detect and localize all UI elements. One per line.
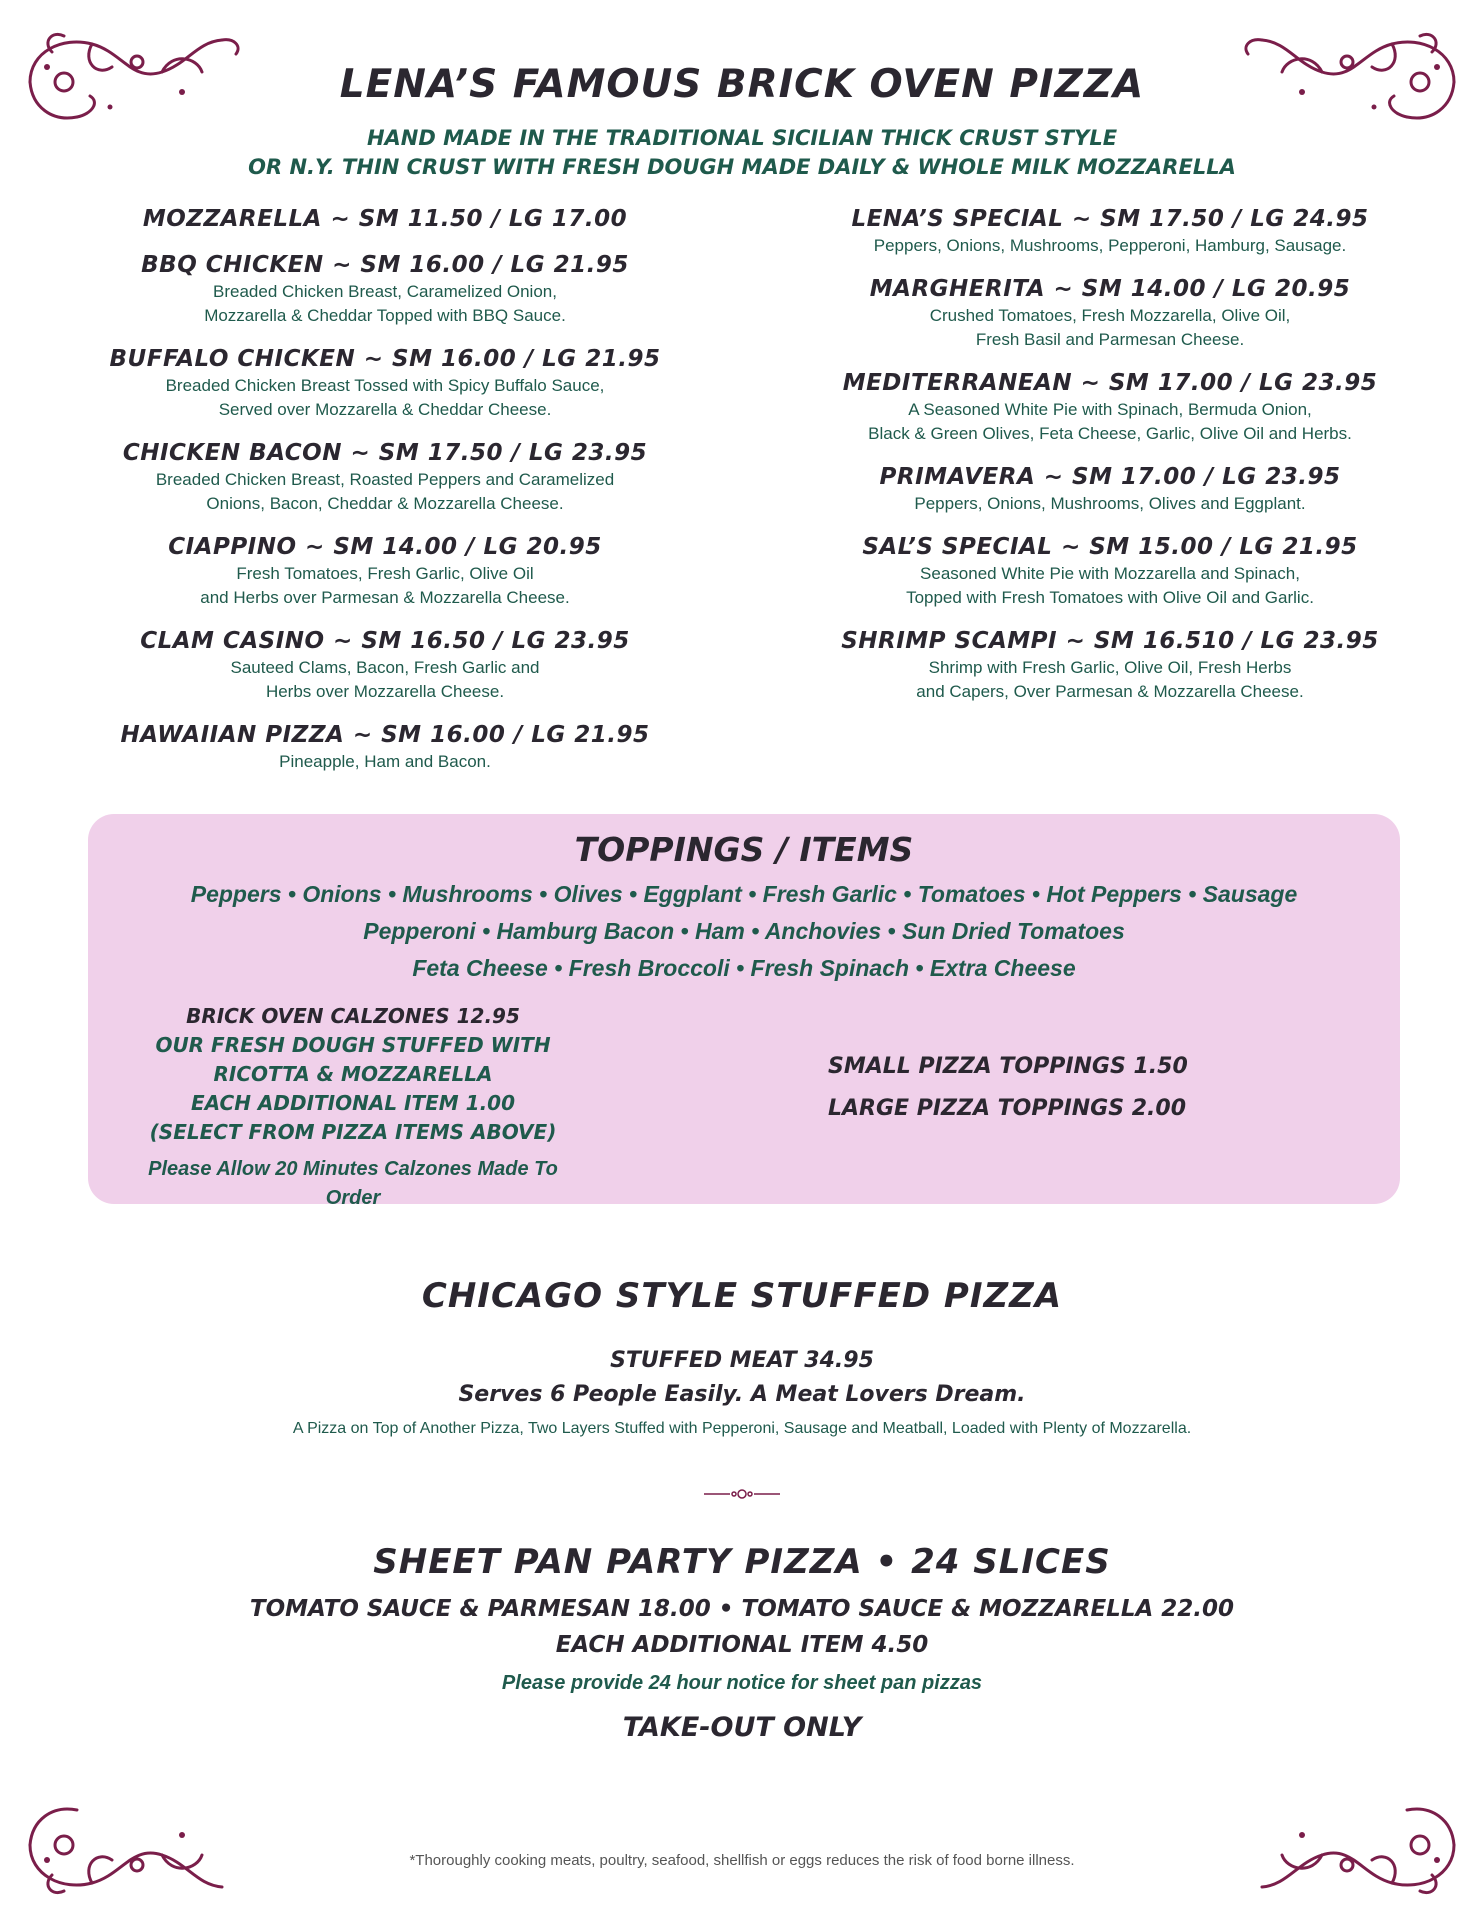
calzone-line: OUR FRESH DOUGH STUFFED WITH [155,1033,551,1057]
footer-disclaimer: *Thoroughly cooking meats, poultry, seafood, shellfish or eggs reduces the risk of food borne illness. [409,1852,1075,1869]
calzone-note: Please Allow 20 Minutes Calzones Made To Order [148,1158,558,1209]
menu-item [100,204,670,234]
sheet-pan-prices: TOMATO SAUCE & PARMESAN 18.00 • TOMATO SAUCE & MOZZARELLA 22.00 [249,1596,1235,1622]
corner-flourish-icon [22,1795,252,1905]
menu-item-name: MARGHERITA ~ SM 14.00 / LG 20.95 [869,276,1351,302]
chicago-item: STUFFED MEAT 34.95 [610,1348,874,1373]
menu-item-description: Fresh Tomatoes, Fresh Garlic, Olive Oil and Herbs over Parmesan & Mozzarella Cheese. [200,564,570,607]
menu-item-description: Peppers, Onions, Mushrooms, Olives and Eggplant. [914,494,1306,513]
pizza-toppings-prices [828,1046,1208,1130]
menu-item-name: CLAM CASINO ~ SM 16.50 / LG 23.95 [140,628,630,654]
menu-item [100,720,670,774]
page-title: LENA’S FAMOUS BRICK OVEN PIZZA [339,62,1145,107]
toppings-panel [88,814,1400,1209]
menu-item-name: LENA’S SPECIAL ~ SM 17.50 / LG 24.95 [851,206,1369,232]
menu-item-description: Breaded Chicken Breast, Roasted Peppers and Caramelized Onions, Bacon, Cheddar & Mozzarella Cheese. [155,470,615,513]
menu-item [820,368,1400,446]
toppings-list [88,876,1400,987]
menu-item-name: BBQ CHICKEN ~ SM 16.00 / LG 21.95 [141,252,629,278]
menu-item-name: CIAPPINO ~ SM 14.00 / LG 20.95 [168,534,602,560]
calzone-line: EACH ADDITIONAL ITEM 1.00 [191,1091,515,1115]
subtitle-line: OR N.Y. THIN CRUST WITH FRESH DOUGH MADE DAILY & WHOLE MILK MOZZARELLA [248,155,1236,179]
menu-item-name: SAL’S SPECIAL ~ SM 15.00 / LG 21.95 [862,534,1358,560]
chicago-title: CHICAGO STYLE STUFFED PIZZA [421,1276,1063,1316]
menu-item-name: PRIMAVERA ~ SM 17.00 / LG 23.95 [879,464,1341,490]
toppings-title: TOPPINGS / ITEMS [574,830,914,869]
menu-item [100,532,670,610]
toppings-line: Feta Cheese • Fresh Broccoli • Fresh Spinach • Extra Cheese [412,955,1076,981]
menu-item [100,438,670,516]
toppings-line: Pepperoni • Hamburg Bacon • Ham • Anchovies • Sun Dried Tomatoes [363,918,1125,944]
menu-item [820,462,1400,516]
menu-item-name: MOZZARELLA ~ SM 11.50 / LG 17.00 [142,206,628,232]
chicago-description: A Pizza on Top of Another Pizza, Two Layers Stuffed with Pepperoni, Sausage and Meatball, Loaded with Plenty of Mozzarella. [292,1420,1192,1437]
small-toppings-price: SMALL PIZZA TOPPINGS 1.50 [828,1054,1188,1079]
menu-item [100,626,670,704]
menu-item [100,250,670,328]
menu-item-name: SHRIMP SCAMPI ~ SM 16.510 / LG 23.95 [841,628,1379,654]
menu-item [100,344,670,422]
menu-item-description: Crushed Tomatoes, Fresh Mozzarella, Olive Oil, Fresh Basil and Parmesan Cheese. [929,306,1291,349]
menu-item-description: Seasoned White Pie with Mozzarella and Spinach, Topped with Fresh Tomatoes with Olive Oil and Garlic. [906,564,1314,607]
page-subtitle [0,124,1484,182]
menu-item-description: Peppers, Onions, Mushrooms, Pepperoni, Hamburg, Sausage. [873,236,1347,255]
sheet-pan-title: SHEET PAN PARTY PIZZA • 24 SLICES [373,1542,1111,1582]
chicago-serves: Serves 6 People Easily. A Meat Lovers Dream. [458,1382,1026,1407]
menu-item-description: Breaded Chicken Breast Tossed with Spicy Buffalo Sauce, Served over Mozzarella & Cheddar Cheese. [165,376,605,419]
divider-ornament-icon [702,1486,782,1502]
menu-item-name: CHICKEN BACON ~ SM 17.50 / LG 23.95 [122,440,648,466]
takeout-only-label: TAKE-OUT ONLY [622,1712,862,1743]
menu-column-left [100,204,670,790]
menu-item-description: A Seasoned White Pie with Spinach, Bermuda Onion, Black & Green Olives, Feta Cheese, Garlic, Olive Oil and Herbs. [868,400,1352,443]
menu-item-name: BUFFALO CHICKEN ~ SM 16.00 / LG 21.95 [109,346,661,372]
calzone-line: (SELECT FROM PIZZA ITEMS ABOVE) [149,1120,557,1144]
menu-item-description: Pineapple, Ham and Bacon. [279,752,491,771]
menu-column-right [820,204,1400,720]
menu-item-description: Breaded Chicken Breast, Caramelized Onion, Mozzarella & Cheddar Topped with BBQ Sauce. [204,282,566,325]
menu-item [820,274,1400,352]
menu-item-name: HAWAIIAN PIZZA ~ SM 16.00 / LG 21.95 [120,722,650,748]
calzone-line: RICOTTA & MOZZARELLA [213,1062,493,1086]
sheet-pan-note: Please provide 24 hour notice for sheet pan pizzas [501,1672,983,1694]
calzone-title: BRICK OVEN CALZONES 12.95 [186,1004,520,1028]
menu-item-description: Sauteed Clams, Bacon, Fresh Garlic and Herbs over Mozzarella Cheese. [230,658,540,701]
menu-item [820,532,1400,610]
menu-item-name: MEDITERRANEAN ~ SM 17.00 / LG 23.95 [842,370,1378,396]
calzone-section [138,1002,568,1213]
toppings-line: Peppers • Onions • Mushrooms • Olives • Eggplant • Fresh Garlic • Tomatoes • Hot Peppers • Sausage [190,881,1298,907]
menu-item [820,626,1400,704]
large-toppings-price: LARGE PIZZA TOPPINGS 2.00 [828,1096,1187,1121]
corner-flourish-icon [1232,1795,1462,1905]
menu-item-description: Shrimp with Fresh Garlic, Olive Oil, Fresh Herbs and Capers, Over Parmesan & Mozzarella Cheese. [916,658,1304,701]
sheet-pan-additional: EACH ADDITIONAL ITEM 4.50 [555,1632,929,1658]
menu-item [820,204,1400,258]
subtitle-line: HAND MADE IN THE TRADITIONAL SICILIAN THICK CRUST STYLE [366,126,1118,150]
